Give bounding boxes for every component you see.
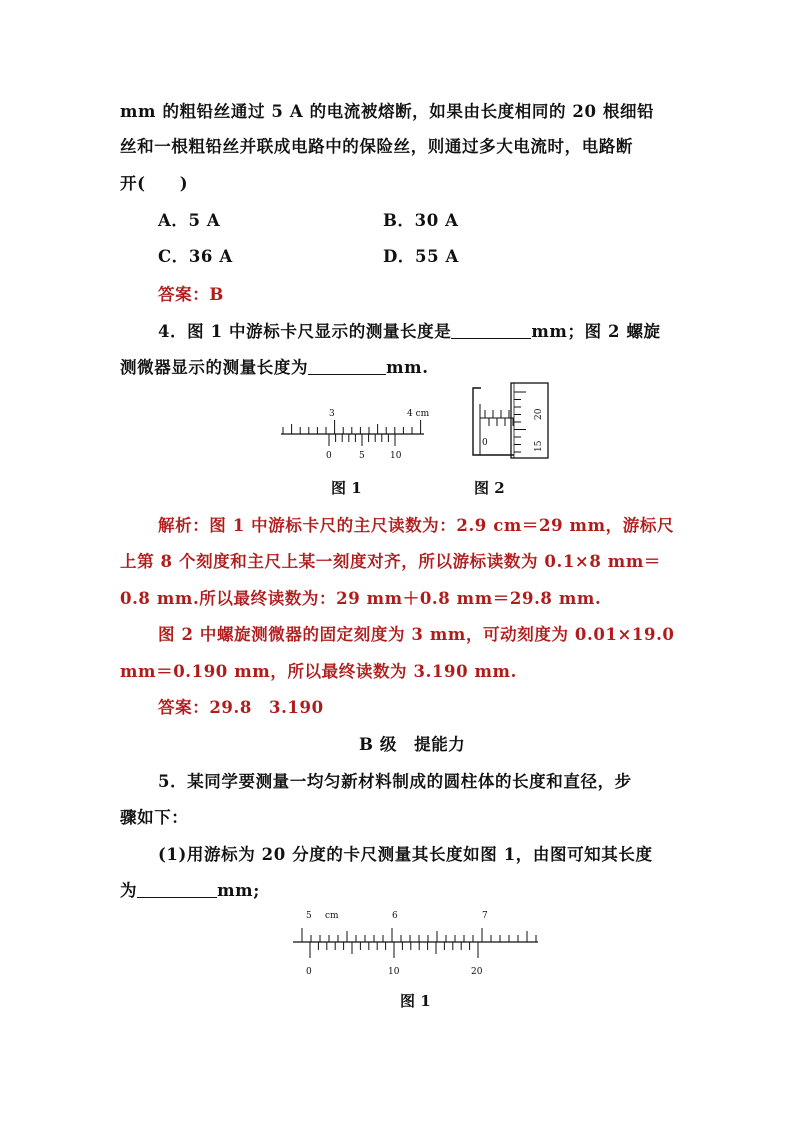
q4-analysis-line2: 上第 8 个刻度和主尺上某一刻度对齐，所以游标读数为 0.1×8 mm＝: [120, 552, 661, 571]
q5-fig-caption: 图 1: [400, 992, 431, 1010]
q4-fig2-caption: 图 2: [474, 479, 505, 497]
q4-analysis-line4: 图 2 中螺旋测微器的固定刻度为 3 mm，可动刻度为 0.01×19.0: [158, 625, 675, 644]
q4-analysis-line3: 0.8 mm.所以最终读数为：29 mm＋0.8 mm＝29.8 mm.: [120, 589, 602, 608]
q5-text-line2: 骤如下：: [120, 808, 189, 827]
q3-option-d: D．55 A: [383, 247, 459, 266]
q5-text-line3: (1)用游标为 20 分度的卡尺测量其长度如图 1，由图可知其长度: [158, 845, 653, 864]
q4-answer-label: 答案：: [158, 698, 210, 717]
q4-vernier-label-10: 10: [390, 451, 402, 461]
q3-option-c: C．36 A: [158, 247, 233, 266]
q5-text-4b: mm;: [217, 881, 260, 900]
q4-micro-fixed-label-0: 0: [482, 438, 488, 448]
q4-analysis-text1: ：图 1 中游标卡尺的主尺读数为：2.9 cm＝29 mm，游标尺: [192, 516, 675, 535]
q4-main-label-3: 3: [329, 409, 335, 419]
q3-text-line1: mm 的粗铅丝通过 5 A 的电流被熔断，如果由长度相同的 20 根细铅: [120, 102, 655, 121]
q5-main-label-5: 5: [306, 911, 312, 921]
q5-vernier-label-20: 20: [471, 967, 483, 977]
q5-text-line1: 5．某同学要测量一均匀新材料制成的圆柱体的长度和直径，步: [158, 772, 632, 791]
q4-vernier-label-5: 5: [359, 451, 365, 461]
q4-text-1a: 4．图 1 中游标卡尺显示的测量长度是: [158, 322, 452, 341]
q4-text-1b: mm；图 2 螺旋: [531, 322, 661, 341]
q4-analysis-label: 解析: [158, 516, 193, 535]
q4-answer-value: 29.8 3.190: [209, 698, 324, 717]
q5-vernier-drawing: [293, 928, 538, 958]
q5-text-4a: 为: [120, 881, 138, 900]
q5-main-label-7: 7: [482, 911, 488, 921]
q3-answer-value: B: [209, 285, 224, 304]
q3-option-a: A．5 A: [158, 211, 221, 230]
q4-main-label-4cm: 4 cm: [407, 409, 430, 419]
q4-analysis-line5: mm＝0.190 mm，所以最终读数为 3.190 mm.: [120, 662, 517, 681]
q5-main-label-6: 6: [392, 911, 398, 921]
section-title: B 级 提能力: [359, 735, 466, 754]
q4-micro-label-20: 20: [534, 408, 544, 420]
q5-main-label-cm: cm: [325, 911, 339, 921]
q5-vernier-label-10: 10: [388, 967, 400, 977]
q4-text-2b: mm.: [386, 358, 429, 377]
q4-vernier-label-0: 0: [326, 451, 332, 461]
q3-answer-label: 答案：: [158, 285, 210, 304]
q4-micro-label-15: 15: [534, 440, 544, 452]
q3-text-line3: 开( ): [120, 174, 189, 193]
q4-fig1-caption: 图 1: [331, 479, 362, 497]
q3-option-b: B．30 A: [383, 211, 459, 230]
q4-text-2a: 测微器显示的测量长度为: [120, 358, 309, 377]
q3-text-line2: 丝和一根粗铅丝并联成电路中的保险丝，则通过多大电流时，电路断: [120, 137, 633, 156]
q5-vernier-label-0: 0: [306, 967, 312, 977]
